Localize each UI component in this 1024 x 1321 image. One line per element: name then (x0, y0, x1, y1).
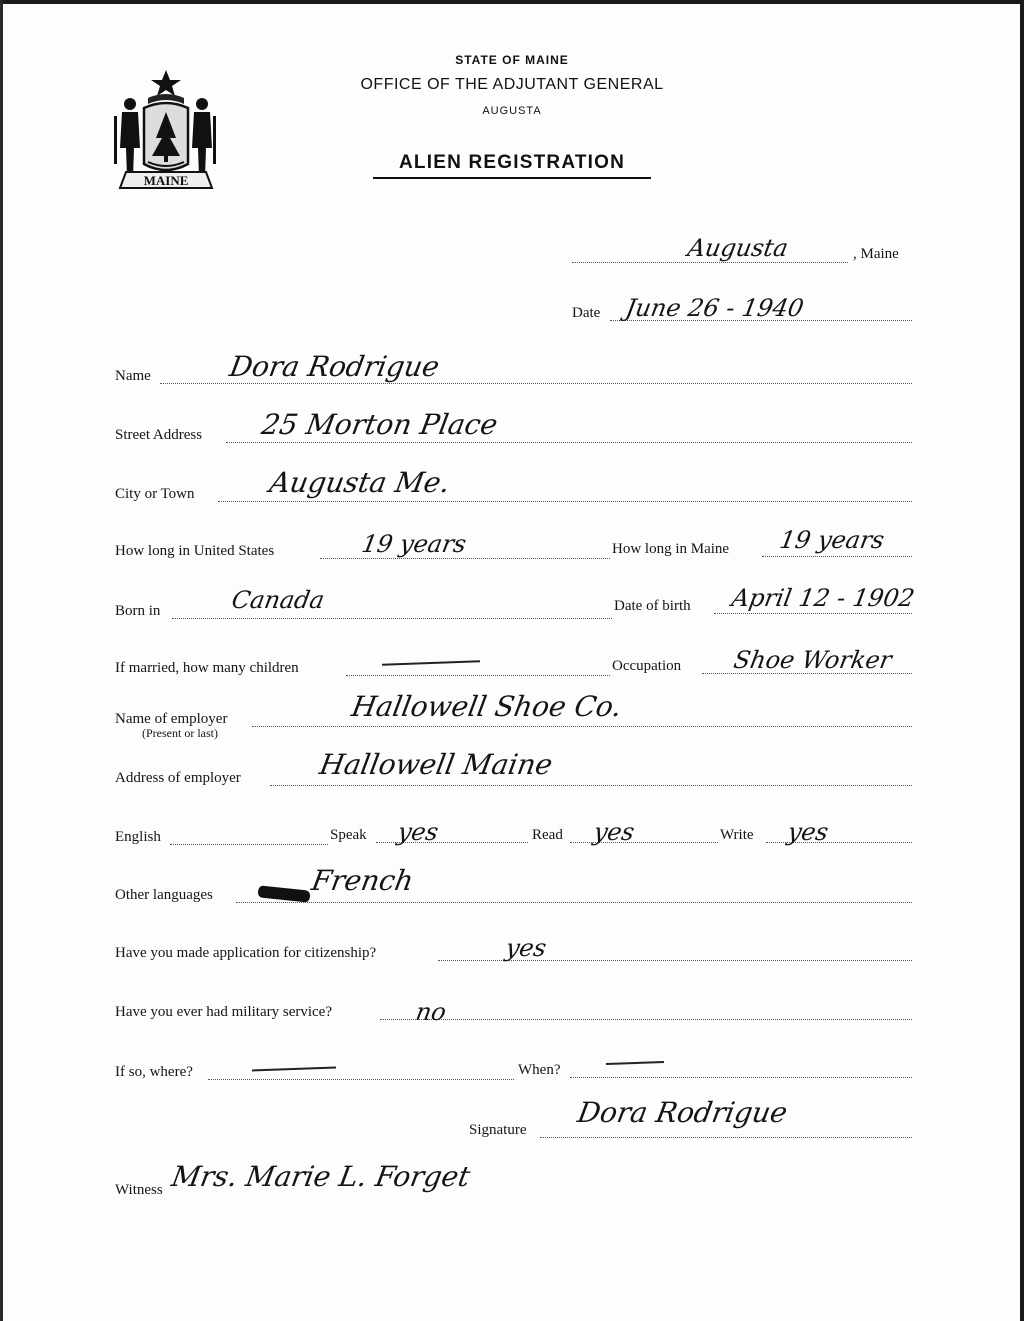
speak-label: Speak (330, 827, 367, 843)
how-long-us-label: How long in United States (115, 543, 275, 559)
write-label: Write (720, 827, 754, 843)
date-of-birth-entry: April 12 - 1902 (729, 584, 917, 612)
other-languages-entry: French (309, 864, 417, 897)
employer-entry: Hallowell Shoe Co. (349, 690, 625, 723)
street-entry: 25 Morton Place (259, 408, 501, 441)
occupation-entry: Shoe Worker (731, 646, 894, 674)
svg-text:MAINE: MAINE (143, 173, 189, 188)
children-dash-mark (382, 660, 480, 665)
english-line (170, 844, 328, 845)
citizenship-label: Have you made application for citizenship? (115, 945, 377, 961)
office-heading: OFFICE OF THE ADJUTANT GENERAL (360, 76, 664, 93)
other-languages-label: Other languages (115, 887, 213, 903)
military-label: Have you ever had military service? (115, 1004, 332, 1020)
children-line (346, 675, 610, 676)
other-languages-line (236, 902, 912, 903)
city-line (218, 501, 912, 502)
occupation-label: Occupation (612, 658, 682, 674)
city-label: City or Town (115, 486, 195, 502)
title-underline (373, 177, 651, 179)
when-label: When? (518, 1062, 561, 1078)
write-entry: yes (785, 818, 831, 846)
where-dash-mark (252, 1067, 336, 1072)
when-line (570, 1077, 912, 1078)
maine-state-seal-icon (112, 68, 220, 194)
employer-note: (Present or last) (142, 726, 218, 740)
state-heading: STATE OF MAINE (455, 53, 569, 67)
read-label: Read (532, 827, 563, 843)
children-label: If married, how many children (115, 660, 299, 676)
english-label: English (115, 829, 161, 845)
signature-line (540, 1137, 912, 1138)
citizenship-entry: yes (503, 934, 549, 962)
witness-label: Witness (115, 1182, 163, 1198)
how-long-maine-line (762, 556, 912, 557)
name-line (160, 383, 912, 384)
born-in-label: Born in (115, 603, 161, 619)
witness-entry: Mrs. Marie L. Forget (169, 1160, 473, 1193)
employer-address-entry: Hallowell Maine (317, 748, 556, 781)
read-entry: yes (591, 818, 637, 846)
date-entry: June 26 - 1940 (623, 294, 806, 322)
street-line (226, 442, 912, 443)
employer-line (252, 726, 912, 727)
name-entry: Dora Rodrigue (227, 350, 442, 383)
date-of-birth-label: Date of birth (614, 598, 691, 614)
place-line (572, 262, 848, 263)
military-entry: no (413, 998, 449, 1026)
born-in-line (172, 618, 612, 619)
how-long-us-entry: 19 years (359, 530, 469, 558)
city-entry: Augusta Me. (267, 466, 453, 499)
born-in-entry: Canada (229, 586, 327, 614)
street-label: Street Address (115, 427, 203, 443)
name-label: Name (115, 368, 151, 384)
when-dash-mark (606, 1061, 664, 1065)
struck-out-mark (258, 885, 311, 902)
date-label: Date (572, 305, 601, 321)
how-long-maine-entry: 19 years (777, 526, 887, 554)
military-line (380, 1019, 912, 1020)
how-long-us-line (320, 558, 610, 559)
city-heading: AUGUSTA (482, 105, 542, 117)
employer-address-line (270, 785, 912, 786)
signature-label: Signature (469, 1122, 527, 1138)
form-title: ALIEN REGISTRATION (398, 152, 626, 173)
speak-entry: yes (395, 818, 441, 846)
scan-border-left (0, 0, 3, 1321)
employer-address-label: Address of employer (115, 770, 241, 786)
scan-border-top (0, 0, 1024, 4)
date-of-birth-line (714, 613, 912, 614)
employer-label: Name of employer (115, 711, 228, 727)
where-label: If so, where? (115, 1064, 193, 1080)
signature-entry: Dora Rodrigue (575, 1096, 790, 1129)
scan-border-right (1020, 0, 1024, 1321)
place-entry: Augusta (685, 234, 791, 262)
place-suffix-label: , Maine (853, 246, 899, 262)
how-long-maine-label: How long in Maine (612, 541, 730, 557)
where-line (208, 1079, 514, 1080)
